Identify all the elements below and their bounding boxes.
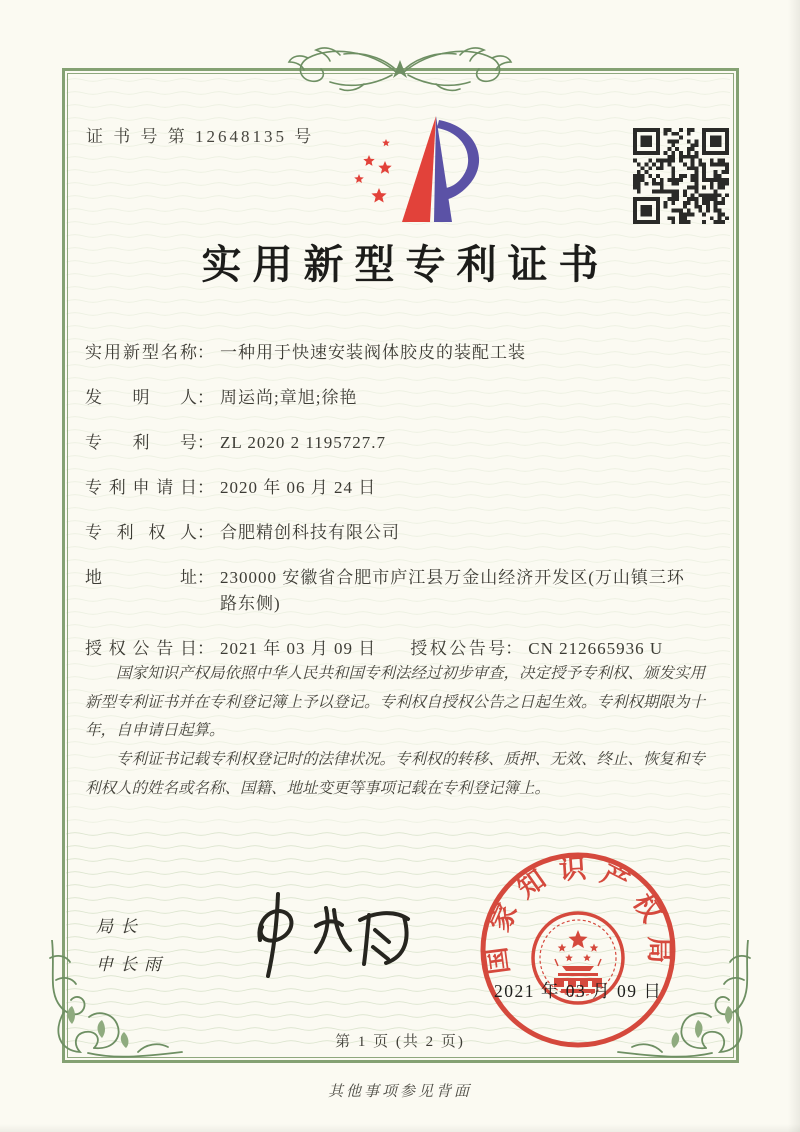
field-row-inventors: 发明人： 周运尚;章旭;徐艳 xyxy=(85,385,717,411)
grant-number-label: 授权公告号 xyxy=(410,639,506,658)
field-row-patentee: 专利权人： 合肥精创科技有限公司 xyxy=(85,520,717,546)
grant-date-value: 2021 年 03 月 09 日 xyxy=(220,639,377,658)
field-label: 发明人 xyxy=(85,388,197,407)
field-row-name: 实用新型名称： 一种用于快速安装阀体胶皮的装配工装 xyxy=(85,340,717,366)
seal-date: 2021 年 03 月 09 日 xyxy=(494,981,663,1001)
certificate-fields xyxy=(85,340,717,662)
grant-date-label: 授权公告日 xyxy=(85,639,197,658)
field-label: 专利申请日 xyxy=(85,478,197,497)
certificate-number: 证 书 号 第 12648135 号 xyxy=(86,127,315,146)
seal-text: 国家知识产权局 xyxy=(481,853,675,977)
field-row-grant: 授权公告日： 2021 年 03 月 09 日 授权公告号： CN 212665936 U xyxy=(85,636,717,662)
legal-paragraph-2: 专利证书记载专利权登记时的法律状况。专利权的转移、质押、无效、终止、恢复和专利权人的姓名或名称、国籍、地址变更等事项记载在专利登记簿上。 xyxy=(85,751,706,797)
field-row-address: 地址： 230000 安徽省合肥市庐江县万金山经济开发区(万山镇三环路东侧) xyxy=(85,565,717,617)
field-value: 合肥精创科技有限公司 xyxy=(220,523,400,542)
field-label: 专利号 xyxy=(85,433,197,452)
legal-text xyxy=(85,660,717,803)
scan-edge xyxy=(0,1124,800,1132)
back-side-note: 其他事项参见背面 xyxy=(327,1084,472,1100)
scan-edge xyxy=(788,0,800,1132)
field-value: 230000 安徽省合肥市庐江县万金山经济开发区(万山镇三环路东侧) xyxy=(220,568,685,613)
top-flourish-icon xyxy=(285,42,515,98)
grant-number-value: CN 212665936 U xyxy=(528,639,664,658)
field-value: 2020 年 06 月 24 日 xyxy=(220,478,377,497)
field-row-patent-number: 专利号： ZL 2020 2 1195727.7 xyxy=(85,430,717,456)
commissioner-name: 申长雨 xyxy=(96,955,168,974)
commissioner-title: 局长 xyxy=(96,917,144,936)
page-number: 第 1 页 (共 2 页) xyxy=(335,1034,465,1050)
handwritten-signature-icon xyxy=(222,880,422,985)
cnipa-patent-logo-icon xyxy=(336,110,486,228)
legal-paragraph-1: 国家知识产权局依照中华人民共和国专利法经过初步审查，决定授予专利权、颁发实用新型专利证书并在专利登记簿上予以登记。专利权自授权公告之日起生效。专利权期限为十年，自申请日起算。 xyxy=(85,665,706,740)
field-value: 周运尚;章旭;徐艳 xyxy=(220,388,358,407)
qr-code xyxy=(633,128,729,224)
field-value: ZL 2020 2 1195727.7 xyxy=(220,433,387,452)
field-label: 地址 xyxy=(85,568,197,587)
certificate-title: 实用新型专利证书 xyxy=(201,242,610,287)
field-row-filing-date: 专利申请日： 2020 年 06 月 24 日 xyxy=(85,475,717,501)
field-label: 实用新型名称 xyxy=(85,343,197,362)
field-label: 专利权人 xyxy=(85,523,197,542)
field-value: 一种用于快速安装阀体胶皮的装配工装 xyxy=(220,343,526,362)
official-red-seal xyxy=(477,849,679,1051)
